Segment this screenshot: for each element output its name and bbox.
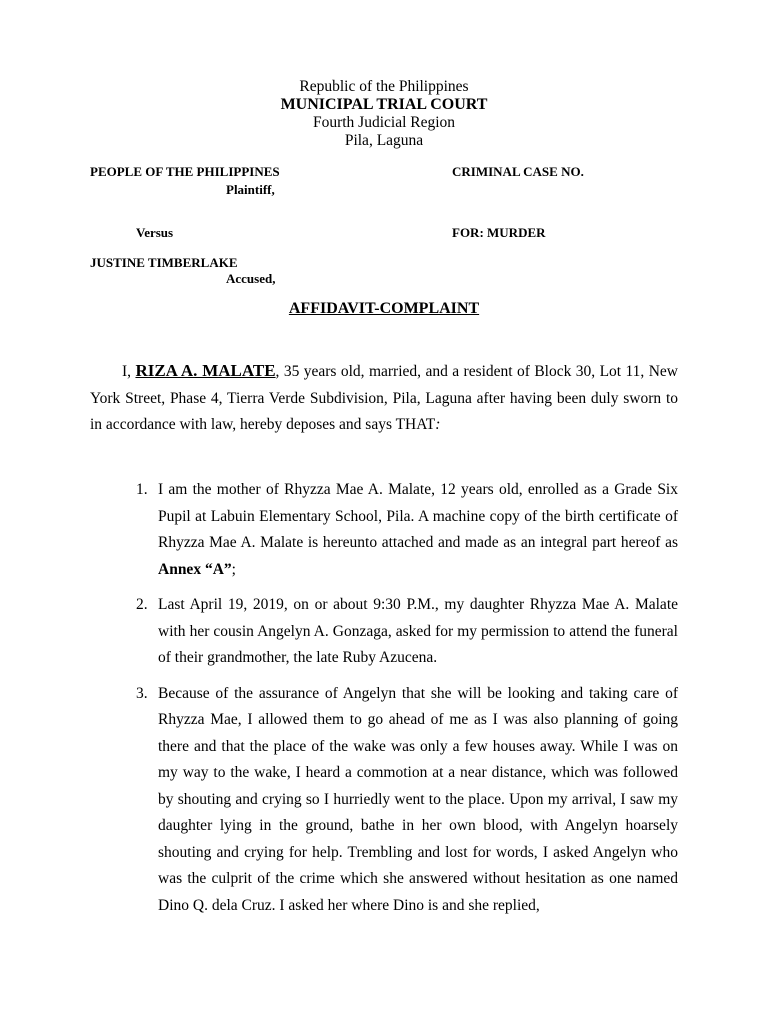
versus-label: Versus	[136, 225, 174, 240]
item-suffix: ;	[231, 560, 236, 578]
item-number: 1.	[136, 481, 148, 498]
item-text: Last April 19, 2019, on or about 9:30 P.M., my daughter Rhyzza Mae A. Malate with her cousin Angelyn A. Gonzaga, asked for my permission to attend the funeral of their grandmother, the late Ruby Azucena.	[158, 596, 678, 666]
item-text: I am the mother of Rhyzza Mae A. Malate, 12 years old, enrolled as a Grade Six Pupil at Labuin Elementary School, Pila. A machine copy of the birth certificate of Rhyzza Mae A. Malate is hereunto attached and made as an integral part hereof as	[158, 481, 678, 551]
annex-reference: Annex “A”	[158, 560, 232, 578]
accused-label: Accused,	[226, 271, 276, 286]
affiant-name: RIZA A. MALATE	[135, 361, 276, 380]
criminal-case-no: CRIMINAL CASE NO.	[452, 164, 584, 179]
charge-label: FOR: MURDER	[452, 225, 546, 240]
header-court: MUNICIPAL TRIAL COURT	[280, 96, 488, 113]
document-title: AFFIDAVIT-COMPLAINT	[288, 300, 480, 317]
header-region: Fourth Judicial Region	[312, 114, 456, 131]
intro-text: , 35 years old, married, and a resident of Block 30, Lot 11, New York Street, Phase 4, Tierra Verde Subdivision, Pila, Laguna after having been duly sworn to in accordance with law, hereby deposes and says THAT	[90, 363, 678, 433]
list-item	[90, 592, 678, 672]
item-number: 2.	[136, 596, 148, 613]
intro-paragraph	[90, 358, 678, 439]
list-item	[90, 477, 678, 583]
header-republic: Republic of the Philippines	[299, 78, 469, 95]
item-text: Because of the assurance of Angelyn that she will be looking and taking care of Rhyzza Mae, I allowed them to go ahead of me as I was also planning of going there and that the place of the wake was only a few houses away. While I was on my way to the wake, I heard a commotion at a near distance, which was followed by shouting and crying so I hurriedly went to the place. Upon my arrival, I saw my daughter lying in the ground, bathe in her own blood, with Angelyn hoarsely shouting and crying for help. Trembling and lost for words, I asked Angelyn who was the culprit of the crime which she answered without hesitation as one named Dino Q. dela Cruz. I asked her where Dino is and she replied,	[158, 684, 678, 914]
allegations-list	[90, 477, 678, 928]
plaintiff-label: Plaintiff,	[226, 182, 275, 197]
intro-prefix: I,	[122, 363, 136, 380]
header-place: Pila, Laguna	[344, 132, 424, 149]
item-number: 3.	[136, 684, 148, 702]
accused-name: JUSTINE TIMBERLAKE	[90, 255, 238, 270]
intro-colon: :	[435, 416, 441, 433]
plaintiff-name: PEOPLE OF THE PHILIPPINES	[90, 164, 280, 179]
list-item	[90, 681, 678, 920]
